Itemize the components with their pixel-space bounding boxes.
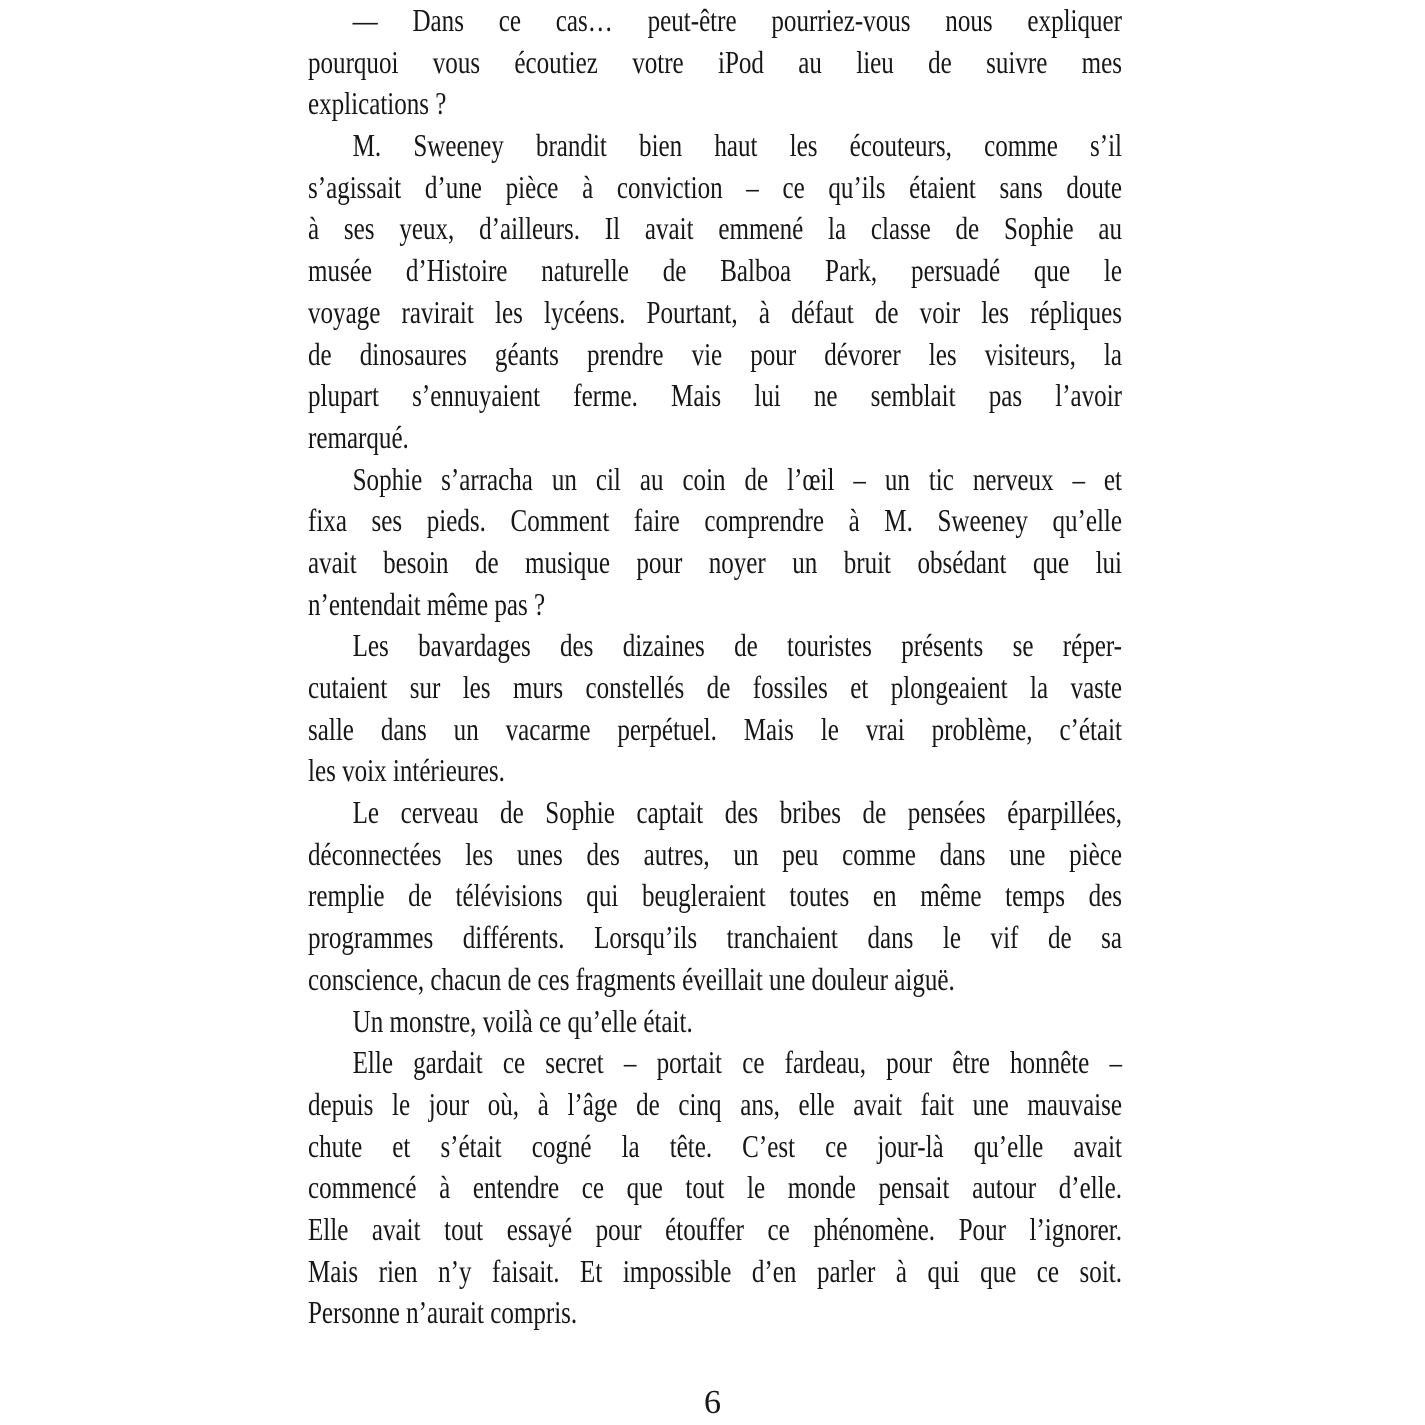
- text-line: n’entendait même pas ?: [308, 585, 546, 622]
- text-line: salle dans un vacarme perpétuel. Mais le vrai problème, c’était: [308, 710, 1123, 747]
- text-line: remplie de télévisions qui beugleraient toutes en même temps des: [308, 877, 1123, 914]
- text-line: remarqué.: [308, 418, 409, 455]
- text-line: à ses yeux, d’ailleurs. Il avait emmené la classe de Sophie au: [308, 210, 1123, 247]
- text-line: Elle gardait ce secret – portait ce fardeau, pour être honnête –: [352, 1044, 1123, 1081]
- paragraph-1: [308, 0, 1122, 125]
- text-line: pourquoi vous écoutiez votre iPod au lieu de suivre mes: [308, 43, 1123, 80]
- text-line: — Dans ce cas… peut-être pourriez-vous nous expliquer: [352, 2, 1123, 38]
- text-line: Sophie s’arracha un cil au coin de l’œil – un tic nerveux – et: [352, 460, 1123, 497]
- text-line: de dinosaures géants prendre vie pour dévorer les visiteurs, la: [308, 335, 1123, 372]
- text-line: programmes différents. Lorsqu’ils tranchaient dans le vif de sa: [308, 919, 1123, 956]
- text-line: avait besoin de musique pour noyer un bruit obsédant que lui: [308, 543, 1123, 580]
- text-line: les voix intérieures.: [308, 752, 505, 789]
- paragraph-5: [308, 792, 1122, 1000]
- text-line: musée d’Histoire naturelle de Balboa Park, persuadé que le: [308, 252, 1123, 289]
- text-line: voyage ravirait les lycéens. Pourtant, à défaut de voir les répliques: [308, 293, 1123, 330]
- text-block: [308, 0, 1122, 1334]
- text-line: Personne n’aurait compris.: [308, 1294, 578, 1331]
- text-line: s’agissait d’une pièce à conviction – ce qu’ils étaient sans doute: [308, 168, 1123, 205]
- text-line: Un monstre, voilà ce qu’elle était.: [352, 1002, 693, 1039]
- text-line: Le cerveau de Sophie captait des bribes de pensées éparpillées,: [352, 794, 1123, 831]
- text-line: M. Sweeney brandit bien haut les écouteurs, comme s’il: [352, 127, 1123, 164]
- paragraph-6: [308, 1001, 1122, 1043]
- text-line: fixa ses pieds. Comment faire comprendre à M. Sweeney qu’elle: [308, 502, 1123, 539]
- text-line: déconnectées les unes des autres, un peu comme dans une pièce: [308, 835, 1123, 872]
- text-line: commencé à entendre ce que tout le monde pensait autour d’elle.: [308, 1169, 1123, 1206]
- text-line: chute et s’était cogné la tête. C’est ce jour-là qu’elle avait: [308, 1127, 1123, 1164]
- text-line: Elle avait tout essayé pour étouffer ce phénomène. Pour l’ignorer.: [308, 1210, 1123, 1247]
- page-number: 6: [704, 1384, 721, 1421]
- paragraph-7: [308, 1042, 1122, 1334]
- paragraph-3: [308, 459, 1122, 626]
- text-line: cutaient sur les murs constellés de fossiles et plongeaient la vaste: [308, 669, 1123, 705]
- text-line: conscience, chacun de ces fragments éveillait une douleur aiguë.: [308, 960, 955, 997]
- text-line: Mais rien n’y faisait. Et impossible d’en parler à qui que ce soit.: [308, 1252, 1123, 1289]
- text-line: plupart s’ennuyaient ferme. Mais lui ne semblait pas l’avoir: [308, 377, 1123, 414]
- text-line: explications ?: [308, 85, 447, 122]
- text-line: depuis le jour où, à l’âge de cinq ans, elle avait fait une mauvaise: [308, 1085, 1123, 1122]
- text-line: Les bavardages des dizaines de touristes présents se réper-: [352, 627, 1123, 664]
- paragraph-2: [308, 125, 1122, 459]
- paragraph-4: [308, 625, 1122, 792]
